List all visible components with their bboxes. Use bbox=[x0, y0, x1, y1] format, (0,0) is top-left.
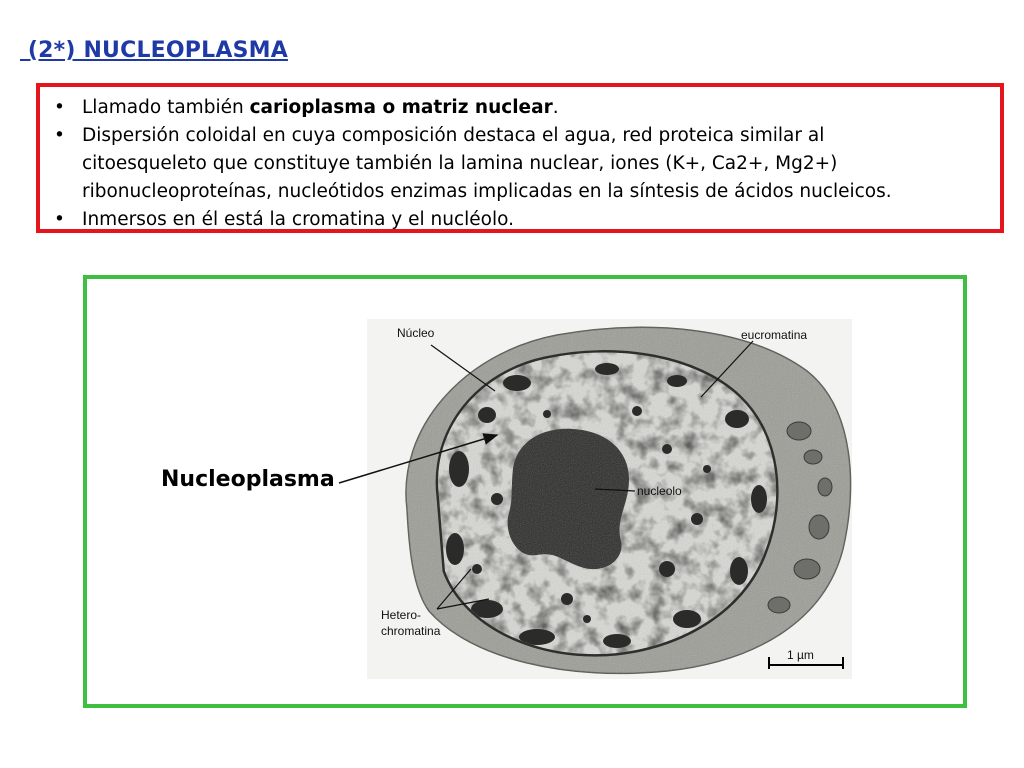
figure-box bbox=[83, 275, 967, 708]
definition-box bbox=[36, 83, 1004, 233]
bullet-text: Inmersos en él está la cromatina y el nucléolo. bbox=[82, 209, 514, 230]
bullet-line: Dispersión coloidal en cuya composición destaca el agua, red proteica similar al bbox=[82, 125, 825, 146]
bullet-item bbox=[50, 206, 990, 234]
bullet-line: ribonucleoproteínas, nucleótidos enzimas implicadas en la síntesis de ácidos nucleicos. bbox=[82, 181, 892, 202]
label-hetero-1: Hetero- bbox=[381, 608, 422, 622]
bullet-text-end: . bbox=[552, 97, 559, 118]
bullet-marker: • bbox=[54, 97, 65, 118]
label-scale: 1 µm bbox=[787, 648, 814, 662]
slide-title: (2*) NUCLEOPLASMA bbox=[20, 38, 288, 63]
bullet-item bbox=[50, 122, 990, 206]
label-hetero-2: chromatina bbox=[381, 624, 441, 638]
label-nucleolo: nucleolo bbox=[637, 484, 682, 498]
nucleoplasma-label: Nucleoplasma bbox=[161, 467, 335, 492]
nucleus-micrograph bbox=[367, 319, 852, 679]
bullet-bold-term: carioplasma o matriz nuclear bbox=[249, 97, 553, 118]
bullet-text: Llamado también bbox=[82, 97, 250, 118]
label-nucleo: Núcleo bbox=[397, 326, 435, 340]
bullet-item bbox=[50, 94, 990, 122]
bullet-marker: • bbox=[54, 209, 65, 230]
bullet-marker: • bbox=[54, 125, 65, 146]
label-eucromatina: eucromatina bbox=[741, 328, 808, 342]
bullet-line: citoesqueleto que constituye también la lamina nuclear, iones (K+, Ca2+, Mg2+) bbox=[82, 153, 838, 174]
bullet-list bbox=[50, 94, 990, 234]
